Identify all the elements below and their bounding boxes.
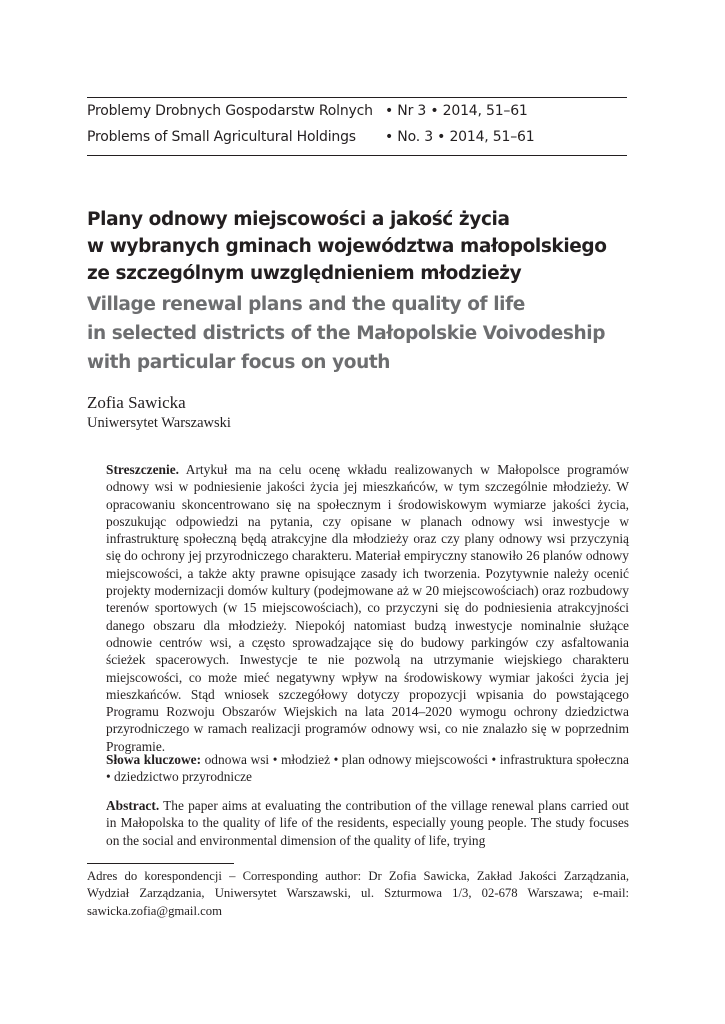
streszczenie-label: Streszczenie. — [106, 462, 179, 477]
title-english — [87, 290, 627, 377]
title-line: ze szczególnym uwzględnieniem młodzieży — [87, 263, 522, 284]
correspondence-footnote: Adres do korespondencji – Corresponding author: Dr Zofia Sawicka, Zakład Jakości Zarządzania, Wydział Zarządzania, Uniwersytet Warszawski, ul. Szturmowa 1/3, 02-678 Warszawa; e-mail: sawicka.zofia@gmail.com — [87, 869, 629, 918]
keywords-paragraph — [106, 751, 629, 786]
journal-header-pl — [87, 103, 627, 125]
title-line: Village renewal plans and the quality of life — [87, 294, 525, 315]
issue-info-pl: • Nr 3 • 2014, 51–61 — [385, 103, 528, 119]
author-affiliation: Uniwersytet Warszawski — [87, 415, 231, 431]
abstract-paragraph — [106, 797, 629, 849]
journal-name-pl: Problemy Drobnych Gospodarstw Rolnych — [87, 103, 373, 119]
keywords-label: Słowa kluczowe: — [106, 752, 202, 767]
title-polish — [87, 206, 627, 287]
streszczenie-paragraph — [106, 461, 629, 755]
title-line: Plany odnowy miejscowości a jakość życia — [87, 209, 510, 230]
title-line: with particular focus on youth — [87, 352, 391, 373]
abstract-text: The paper aims at evaluating the contribution of the village renewal plans carried out in Małopolska to the quality of life of the residents, especially young people. The study focuses on the social and environmental dimension of the quality of life, trying — [106, 798, 630, 848]
abstract-label: Abstract. — [106, 798, 160, 813]
title-line: w wybranych gminach województwa małopolskiego — [87, 236, 607, 257]
journal-name-en: Problems of Small Agricultural Holdings — [87, 129, 356, 145]
header-top-rule — [87, 97, 627, 98]
footnote-rule — [87, 863, 234, 864]
issue-info-en: • No. 3 • 2014, 51–61 — [385, 129, 535, 145]
journal-header-en — [87, 129, 627, 151]
author-name: Zofia Sawicka — [87, 393, 186, 412]
title-line: in selected districts of the Małopolskie Voivodeship — [87, 323, 606, 344]
header-bottom-rule — [87, 155, 627, 156]
keywords-text: odnowa wsi • młodzież • plan odnowy miejscowości • infrastruktura społeczna • dziedzictwo przyrodnicze — [106, 752, 629, 785]
streszczenie-text: Artykuł ma na celu ocenę wkładu realizowanych w Małopolsce programów odnowy wsi w podniesienie jakości życia jej mieszkańców, w tym szczególnie młodzieży. W opracowaniu skoncentrowano się na społecznym i środowiskowym wymiarze jakości życia, poszukując odpowiedzi na pytania, czy opisane w planach odnowy wsi inwestycje w infrastrukturę społeczną będą atrakcyjne dla młodzieży oraz czy plany odnowy wsi przyczynią się do ochrony jej przyrodniczego charakteru. Materiał empiryczny stanowiło 26 planów odnowy miejscowości, a także akty prawne opisujące zasady ich tworzenia. Pozytywnie należy ocenić projekty modernizacji domów kultury (podejmowane aż w 20 miejscowościach) oraz rozbudowy terenów sportowych (w 15 miejscowościach), co przyczyni się do podniesienia atrakcyjności danego obszaru dla młodzieży. Niepokój natomiast budzą inwestycje nominalnie służące odnowie centrów wsi, a często sprowadzające się do budowy parkingów czy asfaltowania ścieżek spacerowych. Inwestycje te nie pozwolą na utrzymanie wiejskiego charakteru miejscowości, co może mieć negatywny wpływ na środowiskowy wymiar jakości życia jej mieszkańców. Stąd wniosek szczegółowy dotyczy propozycji wpisania do powstającego Programu Rozwoju Obszarów Wiejskich na lata 2014–2020 wymogu ochrony dziedzictwa przyrodniczego w ramach realizacji programów odnowy wsi, co nie znalazło się w poprzednim Programie. — [106, 462, 629, 754]
